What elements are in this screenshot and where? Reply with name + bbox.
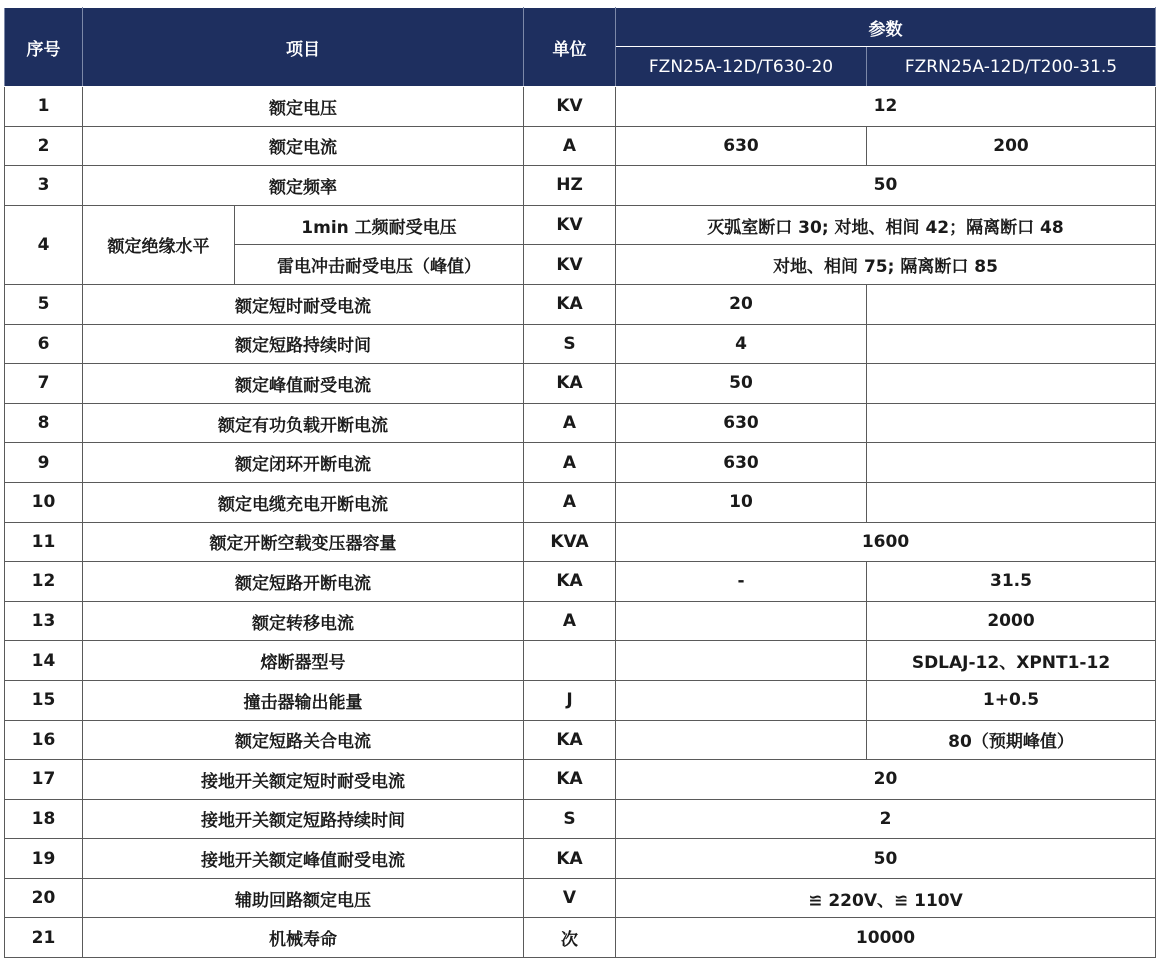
table-row (5, 482, 1156, 522)
row-value: 1600 (616, 522, 1156, 562)
row-value: ≌ 220V、≌ 110V (616, 878, 1156, 918)
row-value: 2 (616, 799, 1156, 839)
row-value-a: 4 (616, 324, 867, 364)
row-unit: A (524, 443, 616, 483)
row-value-a: 630 (616, 403, 867, 443)
spec-table (4, 7, 1156, 958)
row-no: 15 (5, 680, 83, 720)
row-unit: KA (524, 839, 616, 879)
row-subitem: 雷电冲击耐受电压（峰值） (235, 245, 524, 285)
row-item: 额定有功负载开断电流 (83, 403, 524, 443)
row-value-a: 10 (616, 482, 867, 522)
row-value-a (616, 641, 867, 681)
row-no: 21 (5, 918, 83, 958)
row-no: 2 (5, 126, 83, 166)
row-unit: KV (524, 87, 616, 127)
row-value: 20 (616, 760, 1156, 800)
row-no: 13 (5, 601, 83, 641)
row-value-b (867, 482, 1156, 522)
table-row (5, 126, 1156, 166)
row-value: 灭弧室断口 30; 对地、相间 42；隔离断口 48 (616, 205, 1156, 245)
row-item: 额定短路关合电流 (83, 720, 524, 760)
row-no: 16 (5, 720, 83, 760)
row-item: 额定电缆充电开断电流 (83, 482, 524, 522)
row-value-b: 1+0.5 (867, 680, 1156, 720)
table-row (5, 205, 1156, 245)
row-unit: KV (524, 205, 616, 245)
row-item: 额定峰值耐受电流 (83, 364, 524, 404)
row-unit: KA (524, 720, 616, 760)
row-value-b: 2000 (867, 601, 1156, 641)
header-model-b: FZRN25A-12D/T200-31.5 (867, 47, 1156, 87)
row-unit: KA (524, 760, 616, 800)
row-value-b (867, 284, 1156, 324)
row-value-a: 50 (616, 364, 867, 404)
row-item: 撞击器输出能量 (83, 680, 524, 720)
table-row (5, 403, 1156, 443)
row-item: 额定电流 (83, 126, 524, 166)
table-row (5, 641, 1156, 681)
row-unit: A (524, 601, 616, 641)
row-item: 额定短路持续时间 (83, 324, 524, 364)
row-value-b (867, 324, 1156, 364)
header-params: 参数 (616, 8, 1156, 47)
table-row (5, 839, 1156, 879)
row-value: 50 (616, 166, 1156, 206)
table-row (5, 443, 1156, 483)
table-header (5, 8, 1156, 87)
table-row (5, 918, 1156, 958)
row-unit (524, 641, 616, 681)
row-item: 接地开关额定短时耐受电流 (83, 760, 524, 800)
row-no: 4 (5, 205, 83, 284)
row-no: 7 (5, 364, 83, 404)
row-unit: V (524, 878, 616, 918)
row-item: 额定绝缘水平 (83, 205, 235, 284)
row-value: 50 (616, 839, 1156, 879)
row-unit: KA (524, 562, 616, 602)
row-no: 20 (5, 878, 83, 918)
row-value-b (867, 364, 1156, 404)
row-item: 额定转移电流 (83, 601, 524, 641)
row-no: 9 (5, 443, 83, 483)
row-value-b (867, 443, 1156, 483)
row-unit: KA (524, 284, 616, 324)
row-item: 辅助回路额定电压 (83, 878, 524, 918)
table-row (5, 878, 1156, 918)
table-body (5, 87, 1156, 958)
table-row (5, 680, 1156, 720)
row-unit: S (524, 324, 616, 364)
row-item: 额定短时耐受电流 (83, 284, 524, 324)
row-value-a: 20 (616, 284, 867, 324)
row-value-a (616, 720, 867, 760)
row-value-a: 630 (616, 126, 867, 166)
row-unit: A (524, 482, 616, 522)
row-item: 额定频率 (83, 166, 524, 206)
row-subitem: 1min 工频耐受电压 (235, 205, 524, 245)
row-unit: S (524, 799, 616, 839)
row-no: 3 (5, 166, 83, 206)
row-unit: KA (524, 364, 616, 404)
row-value-a: 630 (616, 443, 867, 483)
row-no: 6 (5, 324, 83, 364)
table-row (5, 562, 1156, 602)
row-value-b: 31.5 (867, 562, 1156, 602)
row-no: 18 (5, 799, 83, 839)
row-value: 10000 (616, 918, 1156, 958)
row-unit: KVA (524, 522, 616, 562)
row-no: 12 (5, 562, 83, 602)
header-unit: 单位 (524, 8, 616, 87)
row-value-b: SDLAJ-12、XPNT1-12 (867, 641, 1156, 681)
row-no: 5 (5, 284, 83, 324)
table-row (5, 760, 1156, 800)
row-no: 19 (5, 839, 83, 879)
header-item: 项目 (83, 8, 524, 87)
row-no: 11 (5, 522, 83, 562)
row-unit: A (524, 403, 616, 443)
row-no: 17 (5, 760, 83, 800)
row-no: 10 (5, 482, 83, 522)
row-value-a (616, 680, 867, 720)
row-item: 额定开断空载变压器容量 (83, 522, 524, 562)
row-value: 对地、相间 75; 隔离断口 85 (616, 245, 1156, 285)
row-value-b (867, 403, 1156, 443)
row-unit: A (524, 126, 616, 166)
spec-table-container (4, 7, 1156, 958)
row-item: 熔断器型号 (83, 641, 524, 681)
row-value-b: 200 (867, 126, 1156, 166)
row-item: 额定短路开断电流 (83, 562, 524, 602)
row-value: 12 (616, 87, 1156, 127)
row-value-a (616, 601, 867, 641)
row-no: 8 (5, 403, 83, 443)
table-row (5, 522, 1156, 562)
row-unit: HZ (524, 166, 616, 206)
table-row (5, 601, 1156, 641)
table-row (5, 87, 1156, 127)
row-item: 接地开关额定峰值耐受电流 (83, 839, 524, 879)
table-row (5, 166, 1156, 206)
row-item: 额定电压 (83, 87, 524, 127)
table-row (5, 720, 1156, 760)
row-item: 机械寿命 (83, 918, 524, 958)
row-no: 1 (5, 87, 83, 127)
row-unit: 次 (524, 918, 616, 958)
header-model-a: FZN25A-12D/T630-20 (616, 47, 867, 87)
row-unit: KV (524, 245, 616, 285)
row-item: 接地开关额定短路持续时间 (83, 799, 524, 839)
row-value-b: 80（预期峰值） (867, 720, 1156, 760)
row-value-a: - (616, 562, 867, 602)
table-row (5, 284, 1156, 324)
table-row (5, 324, 1156, 364)
row-item: 额定闭环开断电流 (83, 443, 524, 483)
row-no: 14 (5, 641, 83, 681)
table-row (5, 799, 1156, 839)
header-no: 序号 (5, 8, 83, 87)
row-unit: J (524, 680, 616, 720)
table-row (5, 364, 1156, 404)
